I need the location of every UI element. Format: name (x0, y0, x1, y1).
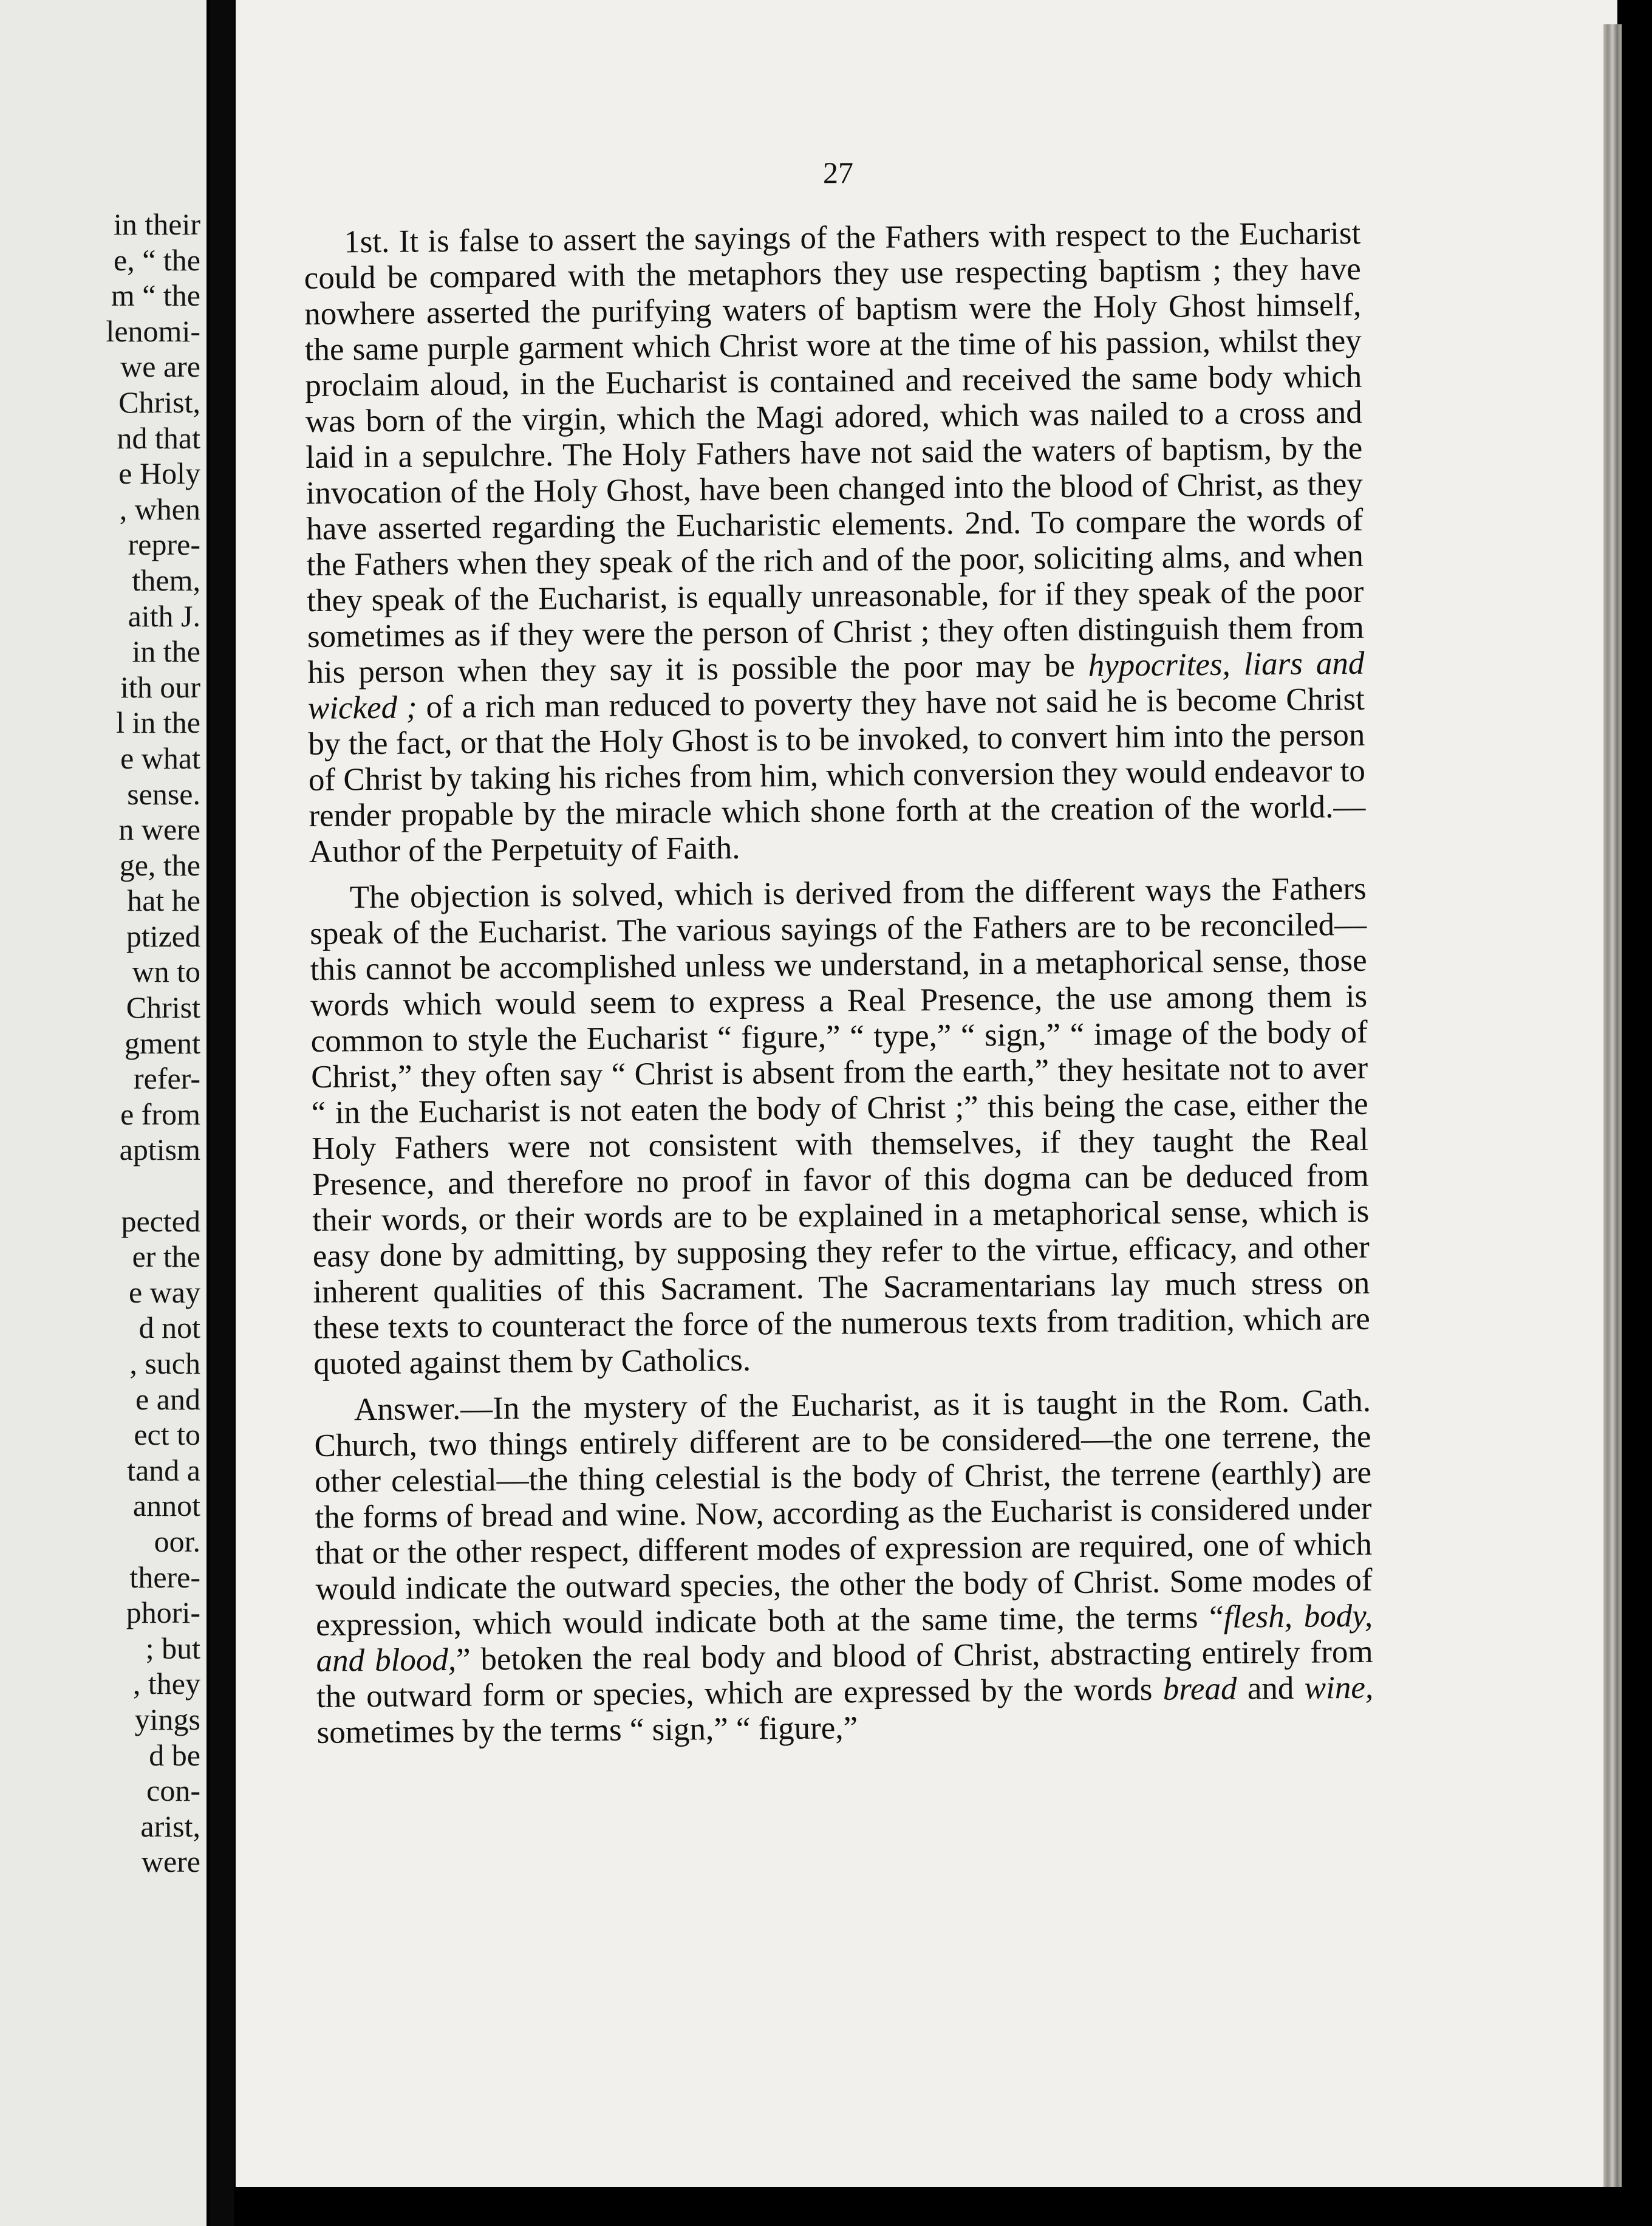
book-gutter (210, 0, 234, 2226)
left-page-line: ith our (120, 670, 200, 704)
left-page-line: yings (134, 1702, 200, 1736)
page-edge (1603, 24, 1622, 2187)
paragraph-3-italic-2: bread (1162, 1671, 1237, 1707)
left-page-line: ; but (145, 1631, 200, 1665)
left-page-line: aptism (119, 1132, 200, 1167)
left-page-line: d be (149, 1738, 200, 1772)
paragraph-1 (304, 216, 1366, 870)
left-page-line: Christ, (118, 385, 200, 419)
left-page-line: arist, (140, 1809, 200, 1843)
left-page-line: ge, the (119, 848, 200, 882)
left-page-line: lenomi- (106, 313, 200, 348)
left-page-line: repre- (128, 527, 200, 562)
left-page-line: them, (132, 563, 200, 597)
left-page-line: , such (129, 1346, 200, 1380)
left-page-line: ptized (126, 919, 200, 953)
left-page-line: e what (120, 741, 200, 775)
left-page-line: phori- (126, 1595, 200, 1630)
left-page-line: Christ (126, 990, 200, 1025)
left-page-line: refer- (134, 1061, 200, 1096)
paragraph-3-italic-1: flesh, body, and blood, (316, 1598, 1373, 1679)
left-page-line: in their (113, 207, 200, 241)
paragraph-2: The objection is solved, which is derived from the different ways the Fathers speak of the Eucharist. The various sayings of the Fathers are to be reconciled—this cannot be accomplished unless we understand, in a metaphorical sense, those words which would seem to express a Real Presence, the use among them is common to style the Eucharist “ figure,” “ type,” “ sign,” “ image of the body of Christ,” they often say “ Christ is absent from the earth,” they hesitate not to aver “ in the Eucharist is not eaten the body of Christ ;” this being the case, either the Holy Fathers were not consistent with themselves, if they taught the Real Presence, and therefore no proof in favor of this dogma can be deduced from their words, or their words are to be explained in a metaphorical sense, which is easy done by admitting, by supposing they refer to the virtue, efficacy, and other inherent qualities of this Sacrament. The Sacramentarians lay much stress on these texts to counteract the force of the numerous texts from tradition, which are quoted against them by Catholics. (309, 871, 1371, 1382)
left-page-line: er the (132, 1239, 200, 1274)
left-page-line: hat he (127, 883, 200, 918)
paragraph-3-italic-3: wine, (1304, 1670, 1374, 1706)
left-page-line: con- (146, 1773, 200, 1808)
left-page-line: ect to (134, 1417, 200, 1452)
left-page-line: tand a (127, 1453, 200, 1487)
paragraph-1-text-2: of a rich man reduced to poverty they have not said he is become Christ by the fact, or that the Holy Ghost is to be invoked, to convert him into the person of Christ by taking his riches from him, which conversion they would endeavor to render propable by the miracle which shone forth at the creation of the world.—Author of the Perpetuity of Faith. (308, 681, 1366, 869)
page-body (304, 216, 1374, 1761)
paragraph-1-italic-1: hypocrites, liars and wicked ; (307, 645, 1365, 726)
paragraph-3-text-3: and (1237, 1670, 1305, 1707)
left-page-line: n were (118, 812, 200, 847)
left-page-line: sense. (127, 776, 200, 811)
left-page-line: gment (125, 1026, 200, 1060)
left-page-line: in the (132, 634, 200, 669)
left-page-line: pected (121, 1204, 200, 1238)
left-page (0, 0, 206, 2226)
left-page-line: e and (135, 1382, 200, 1416)
left-page-line: e from (120, 1097, 200, 1131)
left-page-line: wn to (132, 954, 200, 989)
left-page-line: e, “ the (114, 242, 200, 277)
paragraph-3-text-4: sometimes by the terms “ sign,” “ figure,” (316, 1710, 858, 1750)
left-page-line: were (141, 1844, 200, 1879)
left-page-line: d not (138, 1310, 200, 1345)
left-page-line: nd that (117, 420, 200, 455)
left-page-line: , when (119, 491, 200, 526)
paragraph-3-text-1: Answer.—In the mystery of the Eucharist, as it is taught in the Rom. Cath. Church, two things entirely different are to be considered—the one terrene, the other celestial—the thing celestial is the body of Christ, the terrene (earthly) are the forms of bread and wine. Now, according as the Eucharist is considered under that or the other respect, different modes of expression are required, one of which would indicate the outward species, the other the body of Christ. Some modes of expression, which would indicate both at the same time, the terms “ (314, 1383, 1373, 1643)
left-page-line (6, 1168, 200, 1204)
paragraph-3 (314, 1383, 1374, 1751)
left-page-text (6, 207, 200, 1880)
left-page-line: aith J. (128, 598, 200, 633)
left-page-line: m “ the (111, 278, 200, 313)
left-page-line: l in the (116, 705, 200, 740)
left-page-line: annot (132, 1488, 200, 1523)
left-page-line: we are (120, 349, 200, 384)
paragraph-1-text-1: 1st. It is false to assert the sayings of the Fathers with respect to the Eucharist could be compared with the metaphors they use respecting baptism ; they have nowhere asserted the purifying waters of baptism were the Holy Ghost himself, the same purple garment which Christ wore at the time of his passion, whilst they proclaim aloud, in the Eucharist is contained and received the same body which was born of the virgin, which the Magi adored, which was nailed to a cross and laid in a sepulchre. The Holy Fathers have not said the waters of baptism, by the invocation of the Holy Ghost, have been changed into the blood of Christ, as they have asserted regarding the Eucharistic elements. 2nd. To compare the words of the Fathers when they speak of the rich and of the poor, soliciting alms, and when they speak of the Eucharist, is equally unreasonable, for if they speak of the poor sometimes as if they were the person of Christ ; they often distinguish them from his person when they say it is possible the poor may be (304, 215, 1365, 690)
left-page-line: oor. (154, 1524, 200, 1558)
left-page-line: e Holy (118, 456, 200, 491)
left-page-line: , they (132, 1666, 200, 1701)
paragraph-3-text-2: ” betoken the real body and blood of Christ, abstracting entirely from the outward form or species, which are expressed by the words (316, 1634, 1373, 1714)
page-number: 27 (823, 156, 853, 190)
left-page-line: e way (129, 1275, 200, 1309)
left-page-line: there- (129, 1560, 200, 1594)
